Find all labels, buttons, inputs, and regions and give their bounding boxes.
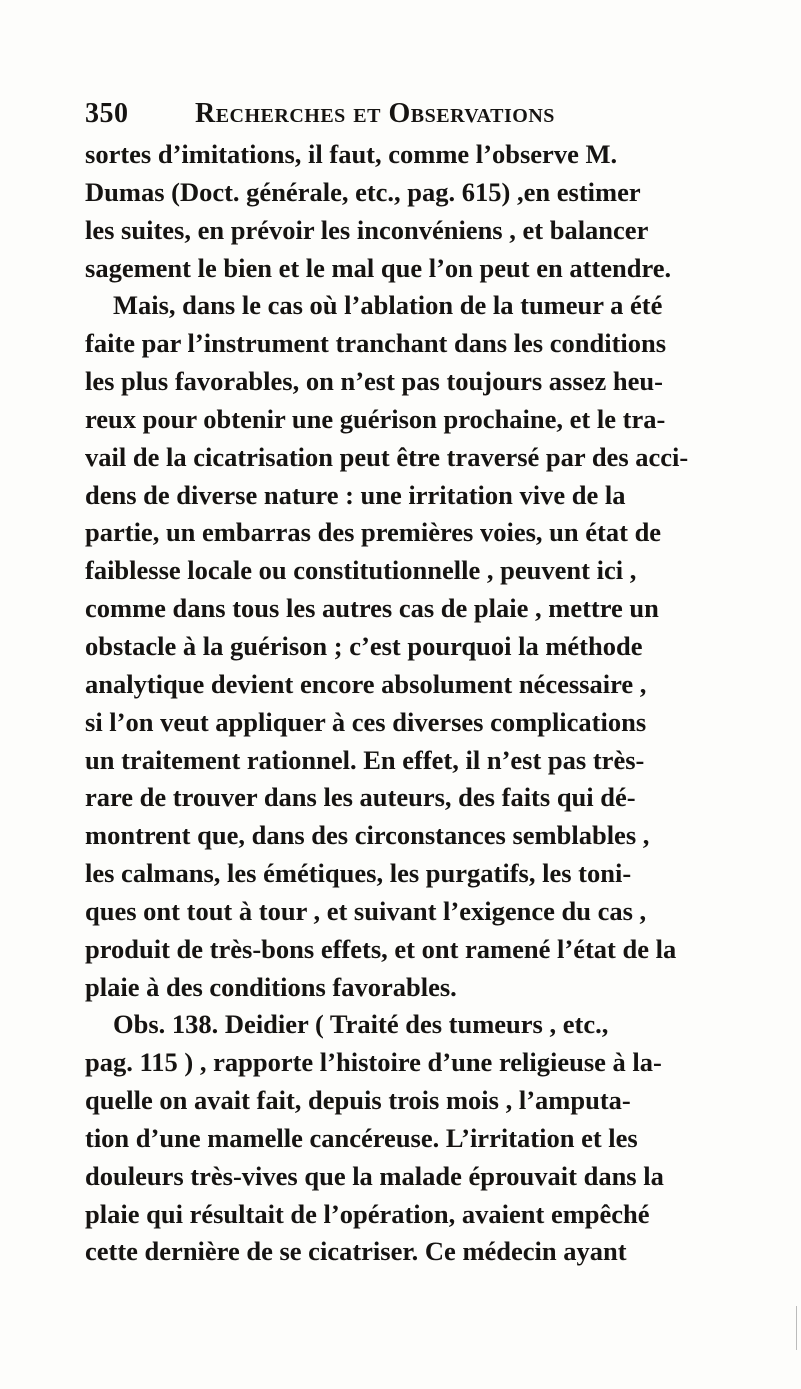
text-line: reux pour obtenir une guérison prochaine, et le tra- [85, 403, 666, 434]
text-line: dens de diverse nature : une irritation vive de la [85, 479, 626, 510]
page-edge-mark [796, 1306, 799, 1350]
text-line: ques ont tout à tour , et suivant l’exigence du cas , [85, 895, 647, 926]
text-line: douleurs très-vives que la malade éprouvait dans la [85, 1160, 664, 1191]
text-line: cette dernière de se cicatriser. Ce médecin ayant [85, 1236, 627, 1267]
text-line: les calmans, les émétiques, les purgatifs, les toni- [85, 858, 632, 889]
text-line: Dumas (Doct. générale, etc., pag. 615) ,en estimer [85, 176, 641, 207]
paragraph-start-line: Mais, dans le cas où l’ablation de la tumeur a été [113, 290, 663, 321]
text-line: plaie qui résultait de l’opération, avaient empêché [85, 1198, 650, 1229]
text-line: sagement le bien et le mal que l’on peut en attendre. [85, 252, 672, 283]
body-text [85, 136, 740, 1271]
text-line: tion d’une mamelle cancéreuse. L’irritation et les [85, 1122, 638, 1153]
text-line: montrent que, dans des circonstances semblables , [85, 820, 650, 851]
text-line: analytique devient encore absolument nécessaire , [85, 668, 647, 699]
text-line: plaie à des conditions favorables. [85, 971, 457, 1002]
text-line: les suites, en prévoir les inconvéniens , et balancer [85, 214, 649, 245]
text-line: faite par l’instrument tranchant dans les conditions [85, 328, 667, 359]
text-line: comme dans tous les autres cas de plaie , mettre un [85, 593, 659, 624]
observation-start-line: Obs. 138. Deidier ( Traité des tumeurs , etc., [113, 1009, 609, 1040]
text-line: vail de la cicatrisation peut être traversé par des acci- [85, 441, 689, 472]
running-head [85, 96, 725, 132]
running-title: Recherches et Observations [195, 98, 555, 129]
text-line: rare de trouver dans les auteurs, des faits qui dé- [85, 782, 636, 813]
text-line: quelle on avait fait, depuis trois mois , l’amputa- [85, 1085, 631, 1116]
text-line: produit de très-bons effets, et ont ramené l’état de la [85, 933, 677, 964]
text-line: si l’on veut appliquer à ces diverses complications [85, 706, 647, 737]
text-line: partie, un embarras des premières voies, un état de [85, 517, 662, 548]
text-line: pag. 115 ) , rapporte l’histoire d’une religieuse à la- [85, 1047, 662, 1078]
text-line: sortes d’imitations, il faut, comme l’observe M. [85, 139, 618, 169]
text-line: les plus favorables, on n’est pas toujours assez heu- [85, 366, 663, 397]
text-line: obstacle à la guérison ; c’est pourquoi la méthode [85, 630, 643, 661]
page-number: 350 [85, 98, 129, 129]
text-line: un traitement rationnel. En effet, il n’est pas très- [85, 744, 645, 775]
text-line: faiblesse locale ou constitutionnelle , peuvent ici , [85, 555, 637, 586]
